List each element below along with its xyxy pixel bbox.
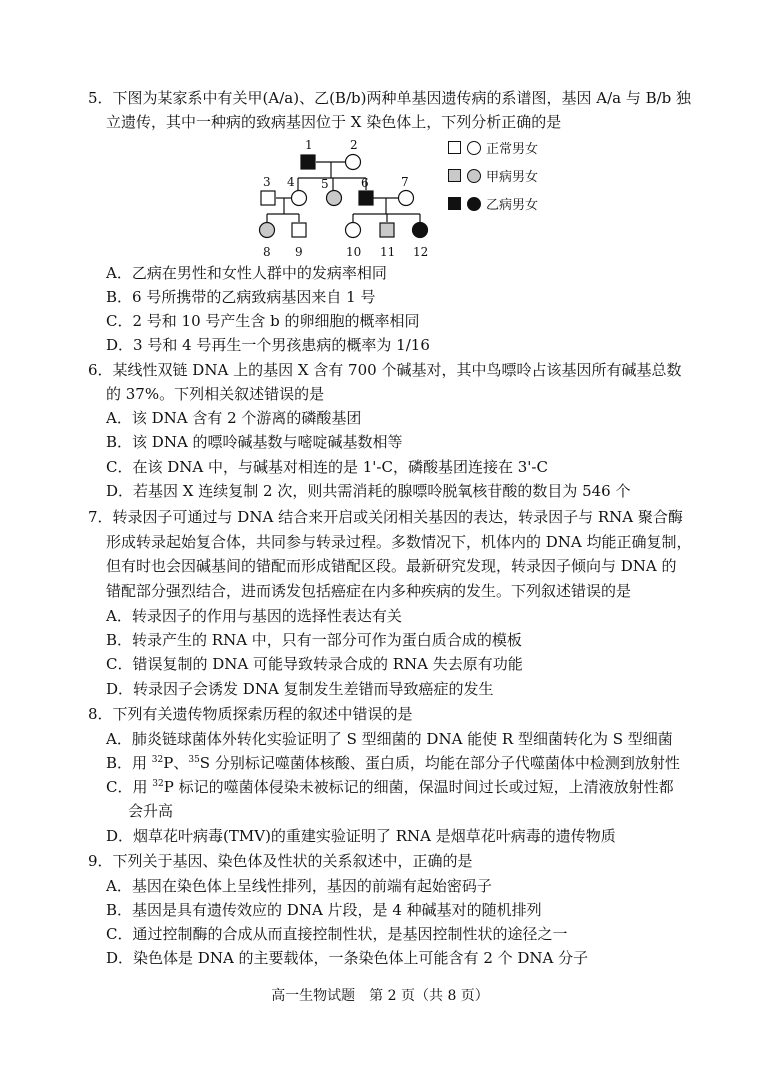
individual-5	[327, 191, 342, 206]
q7-stem-line4: 错配部分强烈结合，进而诱发包括癌症在内多种疾病的发生。下列叙述错误的是	[106, 582, 632, 600]
q9-option-a: A．基因在染色体上呈线性排列，基因的前端有起始密码子	[106, 877, 492, 895]
legend-yi: 乙病男女	[448, 194, 538, 214]
label-2: 2	[350, 138, 358, 152]
label-5: 5	[321, 177, 329, 191]
q7-option-c: C．错误复制的 DNA 可能导致转录合成的 RNA 失去原有功能	[106, 655, 523, 673]
q8-option-c-continued: 会升高	[128, 802, 174, 820]
label-6: 6	[361, 176, 369, 190]
q8-option-b: B．用 $^{32}$P、$^{35}$S 分别标记噬菌体核酸、蛋白质，均能在部分子代噬菌体中检测到放射性	[106, 754, 680, 772]
page-footer: 高一生物试题 第 2 页（共 8 页）	[271, 988, 489, 1004]
individual-12	[413, 223, 428, 238]
label-9: 9	[295, 245, 303, 259]
q5-option-a: A．乙病在男性和女性人群中的发病率相同	[106, 264, 387, 282]
label-10: 10	[346, 245, 362, 259]
q8-option-c: C．用 $^{32}$P 标记的噬菌体侵染未被标记的细菌，保温时间过长或过短，上清液放射性都	[106, 778, 674, 796]
individual-8	[260, 223, 275, 238]
individual-6	[359, 191, 373, 205]
circle-icon	[467, 197, 481, 211]
circle-icon	[467, 141, 481, 155]
label-1: 1	[305, 138, 313, 152]
q7-option-a: A．转录因子的作用与基因的选择性表达有关	[106, 607, 402, 625]
q5-option-b: B．6 号所携带的乙病致病基因来自 1 号	[106, 288, 376, 306]
individual-2	[346, 155, 361, 170]
q7-option-d: D．转录因子会诱发 DNA 复制发生差错而导致癌症的发生	[106, 680, 494, 698]
individual-10	[346, 223, 361, 238]
label-7: 7	[401, 175, 409, 189]
individual-1	[301, 155, 315, 169]
individual-3	[261, 191, 275, 205]
q6-option-b: B．该 DNA 的嘌呤碱基数与嘧啶碱基数相等	[106, 433, 403, 451]
pedigree-chart	[250, 134, 440, 262]
individual-7	[399, 191, 414, 206]
q6-stem-line2: 的 37%。下列相关叙述错误的是	[106, 385, 325, 403]
q8-option-a: A．肺炎链球菌体外转化实验证明了 S 型细菌的 DNA 能使 R 型细菌转化为 S 型细菌	[106, 730, 673, 748]
circle-icon	[467, 169, 481, 183]
q7-stem-line3: 但有时也会因碱基间的错配而形成错配区段。最新研究发现，转录因子倾向与 DNA 的	[106, 557, 677, 575]
q5-option-c: C．2 号和 10 号产生含 b 的卵细胞的概率相同	[106, 312, 420, 330]
q9-option-c: C．通过控制酶的合成从而直接控制性状，是基因控制性状的途径之一	[106, 925, 568, 943]
label-12: 12	[413, 245, 429, 259]
q7-stem-line1: 7．转录因子可通过与 DNA 结合来开启或关闭相关基因的表达，转录因子与 RNA 聚合酶	[88, 508, 683, 526]
q5-stem-line2: 立遗传，其中一种病的致病基因位于 X 染色体上，下列分析正确的是	[106, 113, 562, 131]
q9-option-b: B．基因是具有遗传效应的 DNA 片段，是 4 种碱基对的随机排列	[106, 901, 542, 919]
label-4: 4	[287, 175, 295, 189]
q5-stem-line1: 5．下图为某家系中有关甲(A/a)、乙(B/b)两种单基因遗传病的系谱图，基因 A/a 与 B/b 独	[88, 89, 692, 107]
q6-option-c: C．在该 DNA 中，与碱基对相连的是 1'-C，磷酸基团连接在 3'-C	[106, 458, 548, 476]
label-3: 3	[263, 175, 271, 189]
q6-option-a: A．该 DNA 含有 2 个游离的磷酸基团	[106, 409, 362, 427]
individual-9	[292, 223, 306, 237]
individual-4	[292, 191, 307, 206]
label-11: 11	[380, 245, 396, 259]
q9-stem-line1: 9．下列关于基因、染色体及性状的关系叙述中，正确的是	[88, 852, 473, 870]
legend-normal: 正常男女	[448, 138, 538, 158]
q9-option-d: D．染色体是 DNA 的主要载体，一条染色体上可能含有 2 个 DNA 分子	[106, 949, 589, 967]
label-8: 8	[263, 245, 271, 259]
square-icon	[448, 169, 461, 182]
q6-stem-line1: 6．某线性双链 DNA 上的基因 X 含有 700 个碱基对，其中鸟嘌呤占该基因所有碱基总数	[88, 361, 682, 379]
legend-jia: 甲病男女	[448, 166, 538, 186]
square-icon	[448, 197, 461, 210]
q5-option-d: D．3 号和 4 号再生一个男孩患病的概率为 1/16	[106, 336, 430, 354]
q7-option-b: B．转录产生的 RNA 中，只有一部分可作为蛋白质合成的模板	[106, 631, 522, 649]
q8-option-d: D．烟草花叶病毒(TMV)的重建实验证明了 RNA 是烟草花叶病毒的遗传物质	[106, 827, 616, 845]
q6-option-d: D．若基因 X 连续复制 2 次，则共需消耗的腺嘌呤脱氧核苷酸的数目为 546 个	[106, 482, 631, 500]
individual-11	[380, 223, 394, 237]
q8-stem-line1: 8．下列有关遗传物质探索历程的叙述中错误的是	[88, 705, 413, 723]
square-icon	[448, 141, 461, 154]
q7-stem-line2: 形成转录起始复合体，共同参与转录过程。多数情况下，机体内的 DNA 均能正确复制，	[106, 533, 692, 551]
